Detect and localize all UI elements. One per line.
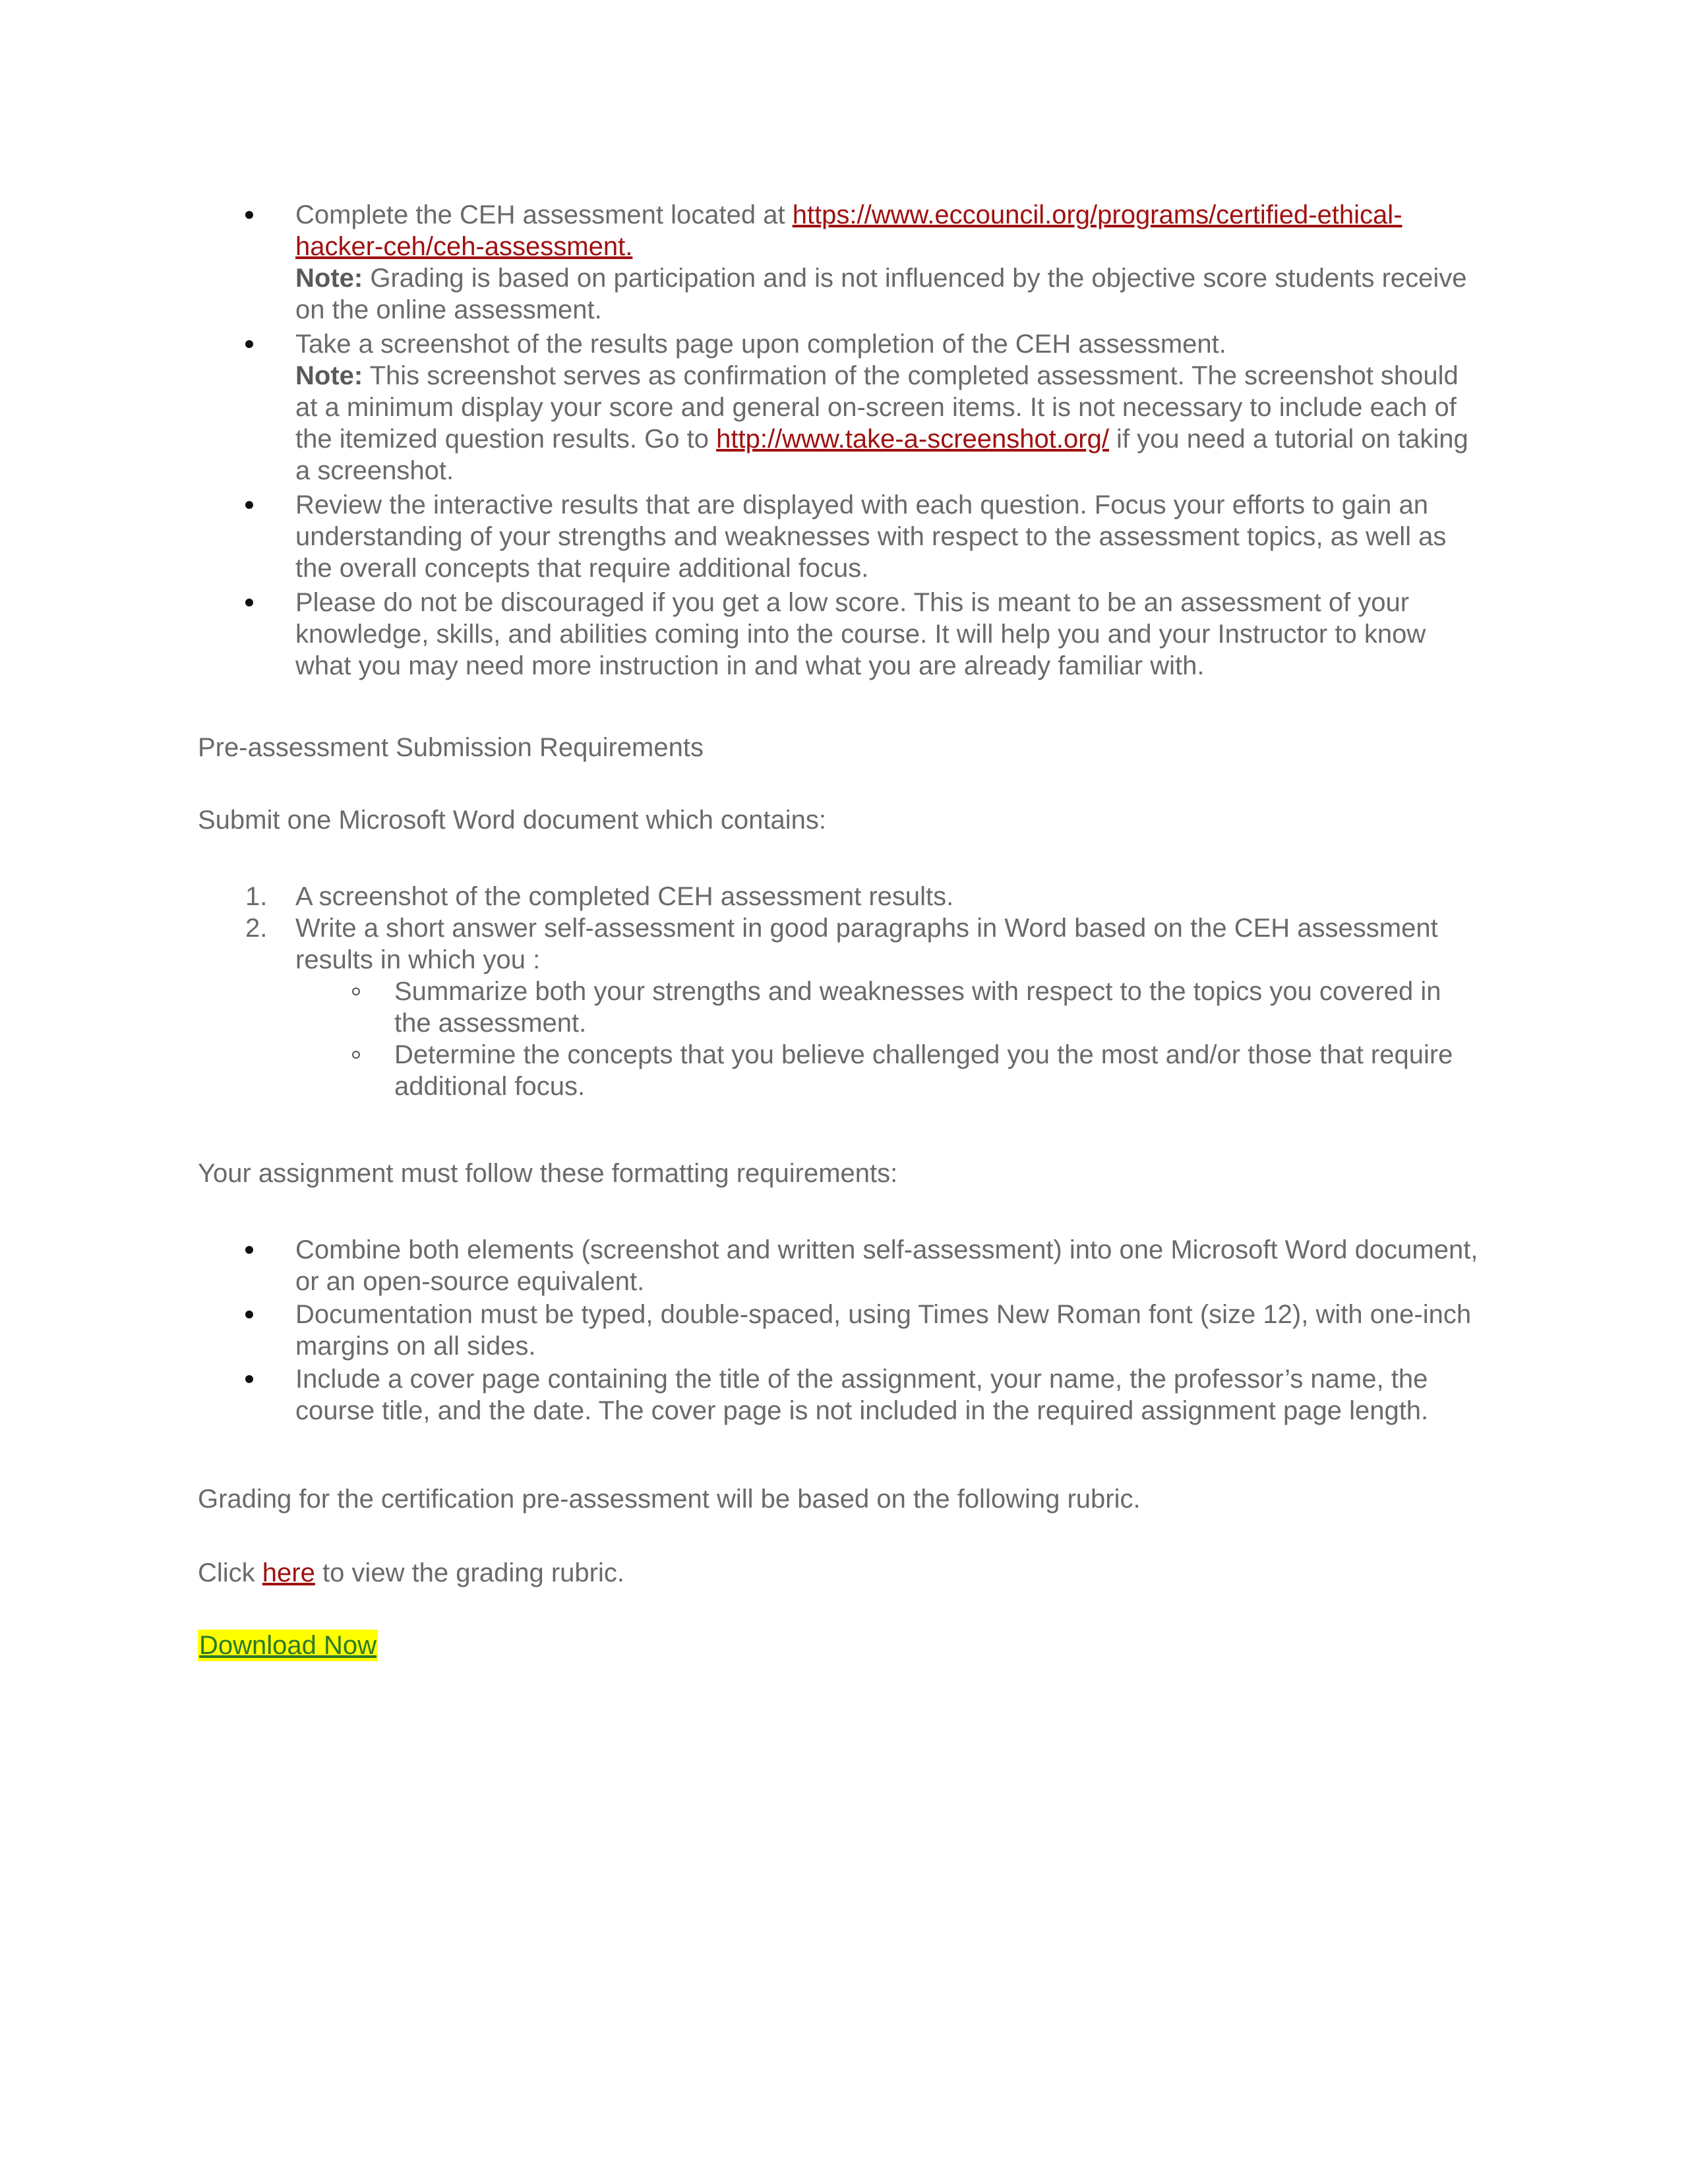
sub-list-item-text: Summarize both your strengths and weaknesses with respect to the topics you covered in the assessment.: [394, 977, 1441, 1038]
hollow-bullet-icon: [352, 988, 360, 995]
bullet-icon: [245, 501, 253, 509]
submission-intro: Submit one Microsoft Word document which contains:: [198, 806, 827, 835]
note-text: This screenshot serves as confirmation of the completed assessment. The screenshot should at a minimum display your score and general on-screen items. It is not necessary to include each of the itemized question results. Go to: [295, 361, 1459, 454]
list-item-text: Combine both elements (screenshot and written self-assessment) into one Microsoft Word document, or an open-source equivalent.: [295, 1235, 1478, 1296]
note-text-end: if you need a tutorial on taking a screenshot.: [295, 425, 1468, 485]
submission-heading: Pre-assessment Submission Requirements: [198, 733, 704, 762]
sub-list-item: [394, 1039, 1482, 1102]
bullet-icon: [245, 599, 253, 606]
sub-list-item-text: Determine the concepts that you believe challenged you the most and/or those that require additional focus.: [394, 1040, 1453, 1101]
grading-text: Grading for the certification pre-assessment will be based on the following rubric.: [198, 1485, 1141, 1514]
bullet-icon: [245, 1375, 253, 1383]
intro-bullet-list: [295, 199, 1482, 684]
formatting-intro: Your assignment must follow these formatting requirements:: [198, 1159, 898, 1188]
rubric-line: [198, 1557, 1484, 1589]
list-item-text: Include a cover page containing the title of the assignment, your name, the professor’s name, the course title, and the date. The cover page is not included in the required assignment page length.: [295, 1365, 1429, 1425]
sub-list: [295, 976, 1482, 1102]
screenshot-tutorial-link[interactable]: http://www.take-a-screenshot.org/: [716, 425, 1109, 454]
list-item: [245, 912, 1482, 1102]
list-item: [295, 587, 1482, 682]
bullet-icon: [245, 1311, 253, 1318]
list-item: [245, 881, 1482, 912]
list-item: [295, 1234, 1482, 1297]
note-label: Note:: [295, 361, 363, 390]
list-item-text: Documentation must be typed, double-spaced, using Times New Roman font (size 12), with one-inch margins on all sides.: [295, 1300, 1472, 1361]
rubric-link[interactable]: here: [262, 1558, 315, 1587]
list-item: [295, 1299, 1482, 1362]
list-number: 2.: [245, 914, 268, 943]
submission-list: [245, 881, 1482, 1102]
note-text: Grading is based on participation and is not influenced by the objective score students receive on the online assessment.: [295, 264, 1467, 324]
download-now-link[interactable]: Download Now: [199, 1631, 377, 1660]
bullet-text: Review the interactive results that are displayed with each question. Focus your efforts to gain an understanding of your strengths and weaknesses with respect to the assessment topics, as well as the overall concepts that require additional focus.: [295, 490, 1447, 583]
bullet-text: Take a screenshot of the results page upon completion of the CEH assessment.: [295, 330, 1226, 359]
rubric-line-suffix: to view the grading rubric.: [315, 1558, 624, 1587]
bullet-icon: [245, 211, 253, 219]
bullet-icon: [245, 1246, 253, 1254]
list-item-text: A screenshot of the completed CEH assessment results.: [295, 882, 954, 911]
list-item: [295, 199, 1482, 326]
ceh-assessment-link[interactable]: https://www.eccouncil.org/programs/certified-ethical-hacker-ceh/ceh-assessment.: [295, 200, 1402, 261]
hollow-bullet-icon: [352, 1051, 360, 1059]
rubric-line-prefix: Click: [198, 1558, 262, 1587]
formatting-list: [295, 1234, 1482, 1428]
list-item: [295, 489, 1482, 584]
list-number: 1.: [245, 882, 268, 911]
list-item: [295, 328, 1482, 487]
list-item: [295, 1363, 1482, 1427]
list-item-text: Write a short answer self-assessment in good paragraphs in Word based on the CEH assessment results in which you :: [295, 914, 1438, 974]
sub-list-item: [394, 976, 1482, 1039]
bullet-text: Please do not be discouraged if you get a low score. This is meant to be an assessment of your knowledge, skills, and abilities coming into the course. It will help you and your Instructor to know what you may need more instruction in and what you are already familiar with.: [295, 588, 1426, 680]
bullet-icon: [245, 340, 253, 348]
note-label: Note:: [295, 264, 363, 293]
bullet-text: Complete the CEH assessment located at: [295, 200, 793, 229]
